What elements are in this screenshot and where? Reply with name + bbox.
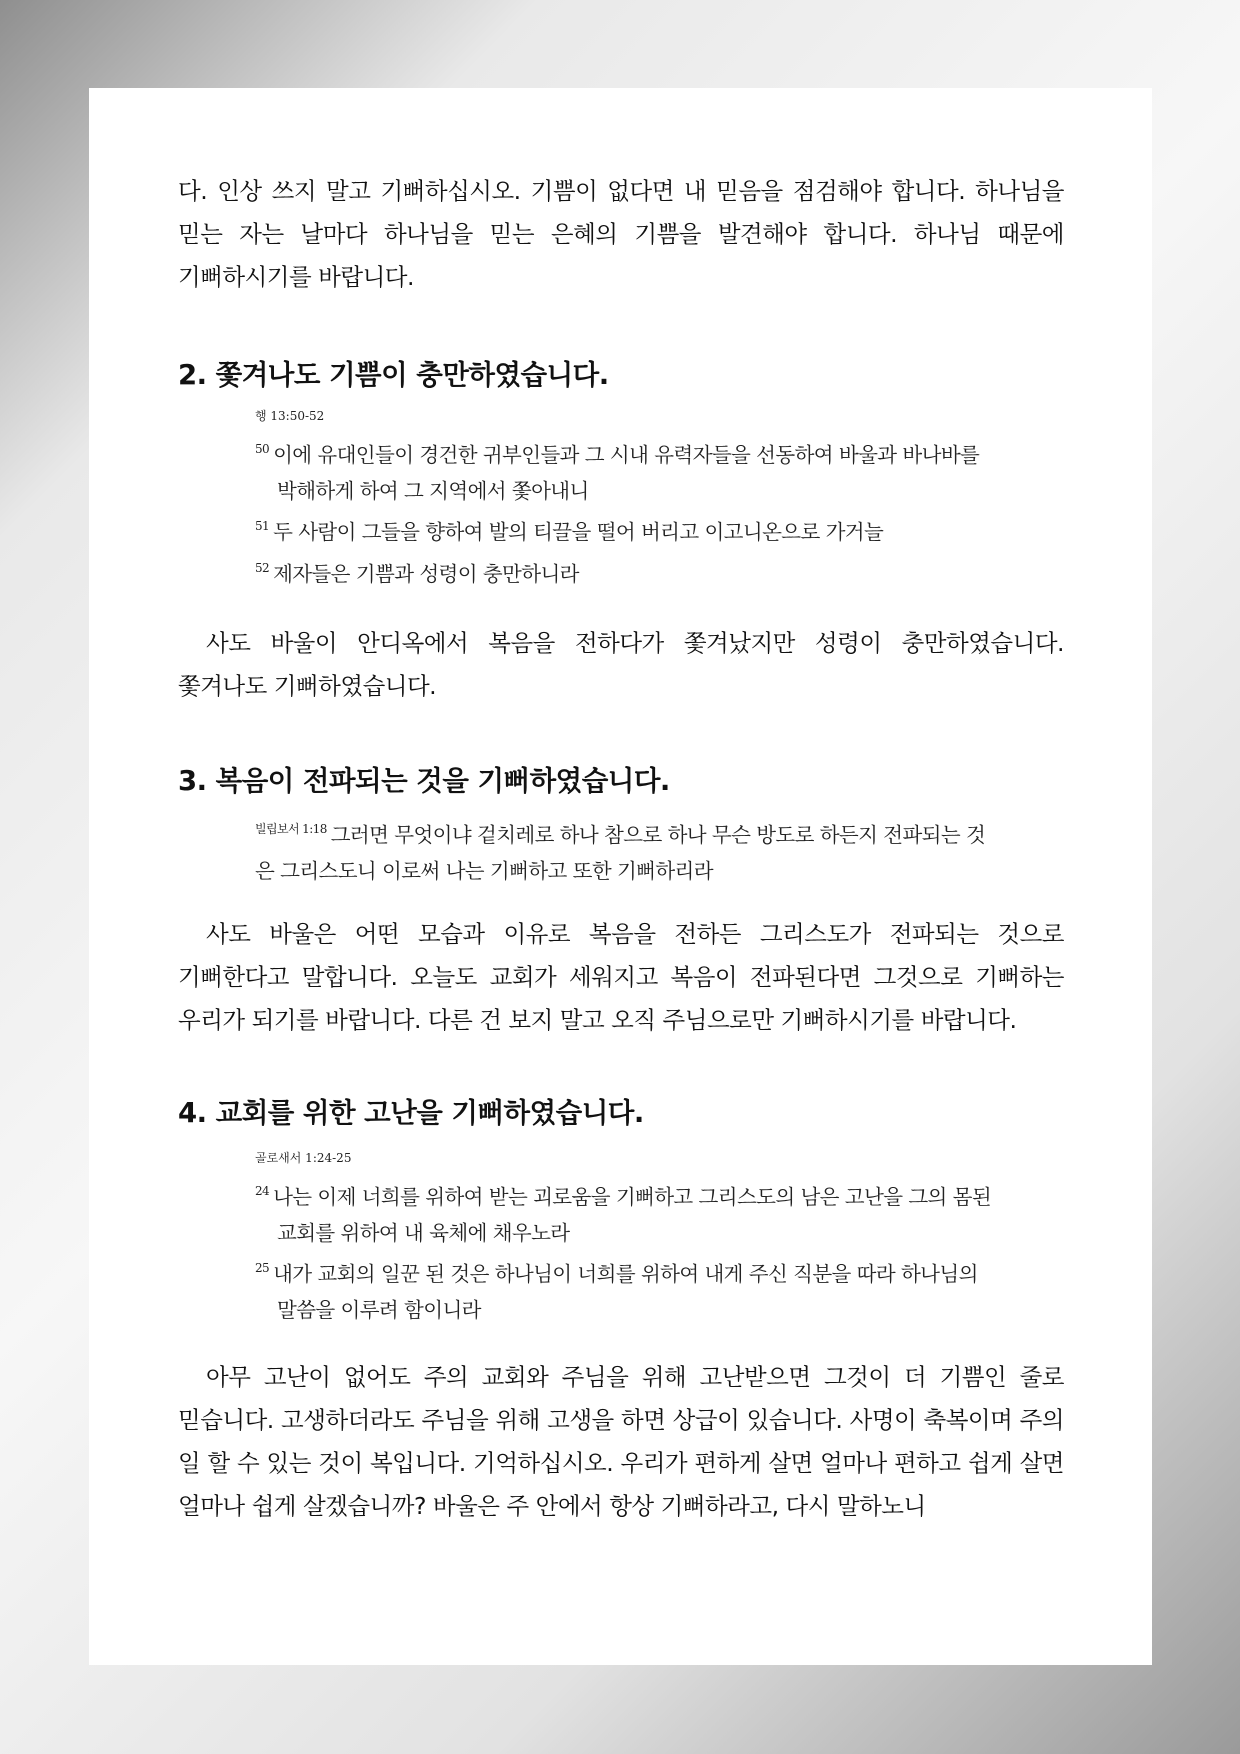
section-3-scripture [255,812,995,889]
verse [255,812,995,889]
section-4-heading: 4. 교회를 위한 고난을 기뻐하였습니다. [178,1097,644,1129]
verse [255,551,995,593]
document-page [89,88,1152,1665]
intro-paragraph: 다. 인상 쓰지 말고 기뻐하십시오. 기쁨이 없다면 내 믿음을 점검해야 합니다. 하나님을 믿는 자는 날마다 하나님을 믿는 은혜의 기쁨을 발견해야 합니다. 하나님 때문에 기뻐하시기를 바랍니다. [178,177,1064,291]
verse-number: 25 [255,1261,270,1275]
section-3-paragraph: 사도 바울은 어떤 모습과 이유로 복음을 전하든 그리스도가 전파되는 것으로 기뻐한다고 말합니다. 오늘도 교회가 세워지고 복음이 전파된다면 그것으로 기뻐하는 우리가 되기를 바랍니다. 다른 건 보지 말고 오직 주님으로만 기뻐하시기를 바랍니다. [178,920,1064,1034]
page-content [178,170,1064,1528]
scripture-reference: 빌립보서 1:18 [255,822,327,836]
verse-number: 24 [255,1184,270,1198]
verse [255,432,995,509]
verse-text: 제자들은 기쁨과 성령이 충만하니라 [273,561,579,586]
verse-number: 52 [255,560,270,575]
section-3-heading: 3. 복음이 전파되는 것을 기뻐하였습니다. [178,765,670,797]
verse-number: 50 [255,442,270,456]
section-2-paragraph: 사도 바울이 안디옥에서 복음을 전하다가 쫓겨났지만 성령이 충만하였습니다. 쫓겨나도 기뻐하였습니다. [178,629,1064,700]
section-2-heading: 2. 쫓겨나도 기쁨이 충만하였습니다. [178,359,609,391]
verse [255,509,995,551]
verse-text: 두 사람이 그들을 향하여 발의 티끌을 떨어 버리고 이고니온으로 가거늘 [273,520,884,544]
verse-text: 내가 교회의 일꾼 된 것은 하나님이 너희를 위하여 내게 주신 직분을 따라 하나님의 말씀을 이루려 함이니라 [273,1262,978,1322]
verse-text: 나는 이제 너희를 위하여 받는 괴로움을 기뻐하고 그리스도의 남은 고난을 그의 몸된 교회를 위하여 내 육체에 채우노라 [273,1185,992,1245]
verse-text: 이에 유대인들이 경건한 귀부인들과 그 시내 유력자들을 선동하여 바울과 바나바를 박해하게 하여 그 지역에서 쫓아내니 [273,443,980,503]
verse [255,1174,995,1251]
verse-text: 그러면 무엇이냐 겉치레로 하나 참으로 하나 무슨 방도로 하든지 전파되는 것은 그리스도니 이로써 나는 기뻐하고 또한 기뻐하리라 [255,823,986,883]
section-4-paragraph: 아무 고난이 없어도 주의 교회와 주님을 위해 고난받으면 그것이 더 기쁨인 줄로 믿습니다. 고생하더라도 주님을 위해 고생을 하면 상급이 있습니다. 사명이 축복이며 주의 일 할 수 있는 것이 복입니다. 기억하십시오. 우리가 편하게 살면 얼마나 편하고 쉽게 살면 얼마나 쉽게 살겠습니까? 바울은 주 안에서 항상 기뻐하라고, 다시 말하노니 [178,1363,1064,1520]
verse-number: 51 [255,519,270,533]
scripture-reference: 행 13:50-52 [255,409,325,423]
section-4-scripture [255,1150,995,1328]
scripture-reference: 골로새서 1:24-25 [255,1151,352,1165]
verse [255,1251,995,1328]
section-2-scripture [255,408,995,592]
